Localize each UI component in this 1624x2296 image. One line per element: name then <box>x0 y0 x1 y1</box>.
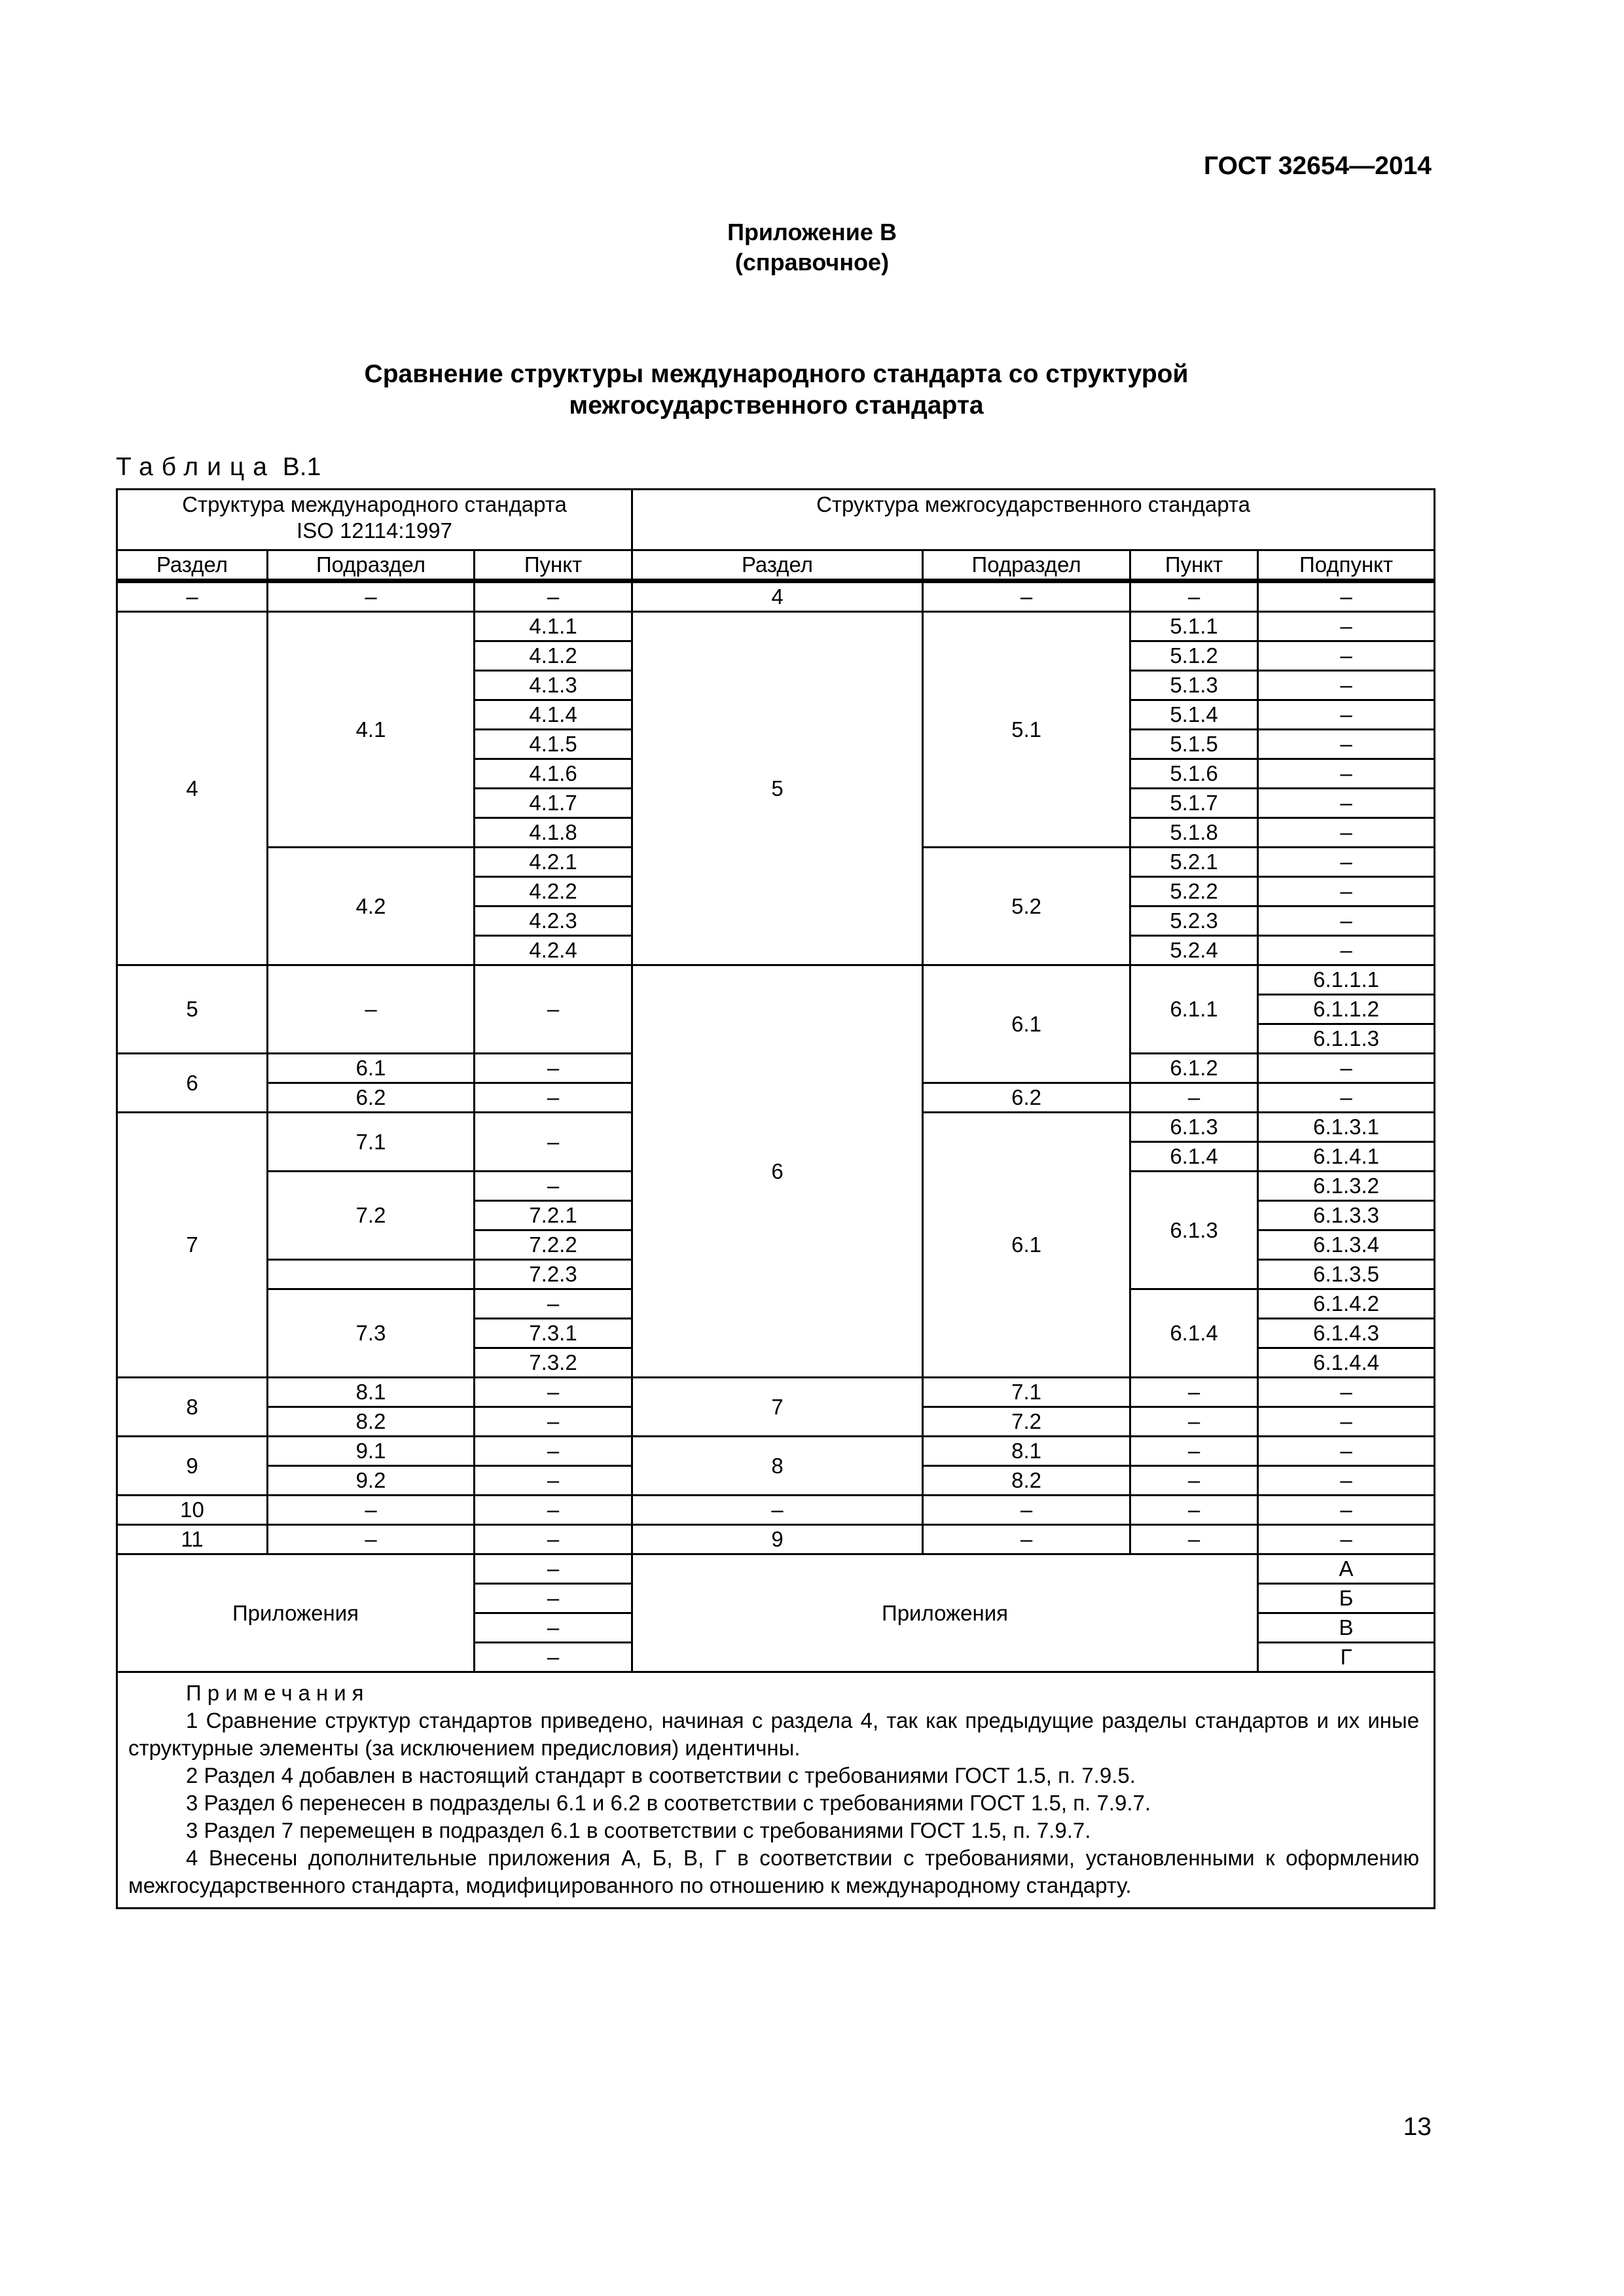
col-header-podpunkt: Подпункт <box>1258 550 1435 581</box>
col-header-razdel-2: Раздел <box>632 550 923 581</box>
table-cell: 7 <box>632 1378 923 1437</box>
table-cell: 6.1.1.2 <box>1258 995 1435 1024</box>
table-cell: 6.1.3 <box>1130 1113 1258 1142</box>
table-row <box>117 1496 1435 1525</box>
table-cell: 8.2 <box>923 1466 1130 1496</box>
table-cell: 5.1.4 <box>1130 700 1258 730</box>
interstate-structure-header: Структура межгосударственного стандарта <box>632 490 1435 550</box>
table-cell: – <box>268 1525 475 1554</box>
appendix-label: Приложение В <box>727 219 897 245</box>
table-cell: 4.2.1 <box>475 848 632 877</box>
appendix-heading <box>0 217 1624 278</box>
table-cell: 6.1.2 <box>1130 1054 1258 1083</box>
table-cell: – <box>475 1289 632 1319</box>
table-cell: – <box>475 965 632 1054</box>
table-cell: – <box>1258 906 1435 936</box>
table-cell: 6.1.4.2 <box>1258 1289 1435 1319</box>
note-3b: 3 Раздел 7 перемещен в подраздел 6.1 в соответствии с требованиями ГОСТ 1.5, п. 7.9.7. <box>186 1818 1091 1842</box>
table-cell: 6.2 <box>923 1083 1130 1113</box>
table-cell: – <box>475 1643 632 1672</box>
table-cell: 5.1 <box>923 612 1130 848</box>
col-header-razdel: Раздел <box>117 550 268 581</box>
table-cell: – <box>475 1525 632 1554</box>
table-cell: 7.2 <box>923 1407 1130 1437</box>
table-cell: – <box>1258 1054 1435 1083</box>
table-cell: 4.2.2 <box>475 877 632 906</box>
table-cell: – <box>1258 1083 1435 1113</box>
table-cell: 6.1.3.3 <box>1258 1201 1435 1230</box>
table-cell: 4.1.1 <box>475 612 632 641</box>
table-cell: 5.1.2 <box>1130 641 1258 671</box>
table-cell: 6.1.3.5 <box>1258 1260 1435 1289</box>
table-cell: 4.1.3 <box>475 671 632 700</box>
table-cell: 8.2 <box>268 1407 475 1437</box>
table-cell: – <box>475 1496 632 1525</box>
table-cell: 5 <box>117 965 268 1054</box>
table-cell: – <box>1130 1466 1258 1496</box>
table-cell: 7.1 <box>268 1113 475 1172</box>
appendix-type: (справочное) <box>734 249 890 276</box>
table-cell: 7.2.1 <box>475 1201 632 1230</box>
table-cell: – <box>475 1172 632 1201</box>
appendix-letter: Г <box>1258 1643 1435 1672</box>
col-header-podrazdel: Подраздел <box>268 550 475 581</box>
page-number: 13 <box>1403 2113 1432 2141</box>
table-cell: 7.2 <box>268 1172 475 1260</box>
table-cell: 6.1.1 <box>1130 965 1258 1054</box>
table-cell: – <box>1258 581 1435 612</box>
note-4: 4 Внесены дополнительные приложения А, Б, В, Г в соответствии с требованиями, установленными к оформлению межгосударственного стандарта, модифицированного по отношению к международному стандарту. <box>128 1846 1420 1897</box>
table-cell: 7.3.2 <box>475 1348 632 1378</box>
col-header-punkt-2: Пункт <box>1130 550 1258 581</box>
table-cell: 6.1.3.4 <box>1258 1230 1435 1260</box>
table-cell: 10 <box>117 1496 268 1525</box>
table-cell: 7 <box>117 1113 268 1378</box>
intl-header-line-2: ISO 12114:1997 <box>297 518 452 543</box>
table-cell: – <box>1258 1407 1435 1437</box>
table-cell: – <box>268 581 475 612</box>
table-row <box>117 1437 1435 1466</box>
table-cell: 6.1.4.3 <box>1258 1319 1435 1348</box>
table-cell: – <box>475 581 632 612</box>
table-cell: 5.2.2 <box>1130 877 1258 906</box>
table-cell: – <box>475 1378 632 1407</box>
appendices-cell-intl: Приложения <box>117 1554 475 1672</box>
table-cell: – <box>475 1554 632 1584</box>
table-cell: 6 <box>632 965 923 1378</box>
notes-row <box>117 1672 1435 1909</box>
table-cell: 5.2 <box>923 848 1130 965</box>
table-cell: 6.1 <box>923 1113 1130 1378</box>
table-cell: 8.1 <box>923 1437 1130 1466</box>
table-cell: – <box>1258 671 1435 700</box>
table-cell: 4.1.6 <box>475 759 632 789</box>
table-cell: 8 <box>632 1437 923 1496</box>
table-cell: 5.1.6 <box>1130 759 1258 789</box>
table-cell: – <box>1130 1437 1258 1466</box>
table-cell: – <box>1258 1378 1435 1407</box>
table-cell: – <box>475 1083 632 1113</box>
table-cell: – <box>1258 700 1435 730</box>
table-cell: – <box>1130 1525 1258 1554</box>
table-cell: – <box>1258 730 1435 759</box>
table-cell: 4 <box>117 612 268 965</box>
table-cell: – <box>475 1466 632 1496</box>
table-cell: – <box>1130 1496 1258 1525</box>
intl-header-line-1: Структура международного стандарта <box>182 492 567 516</box>
table-cell: 7.2.3 <box>475 1260 632 1289</box>
table-caption <box>116 453 321 482</box>
table-caption-word: Таблица <box>116 453 276 481</box>
appendix-letter: Б <box>1258 1584 1435 1613</box>
table-cell: 8.1 <box>268 1378 475 1407</box>
table-row <box>117 581 1435 612</box>
table-cell: 7.3 <box>268 1289 475 1378</box>
document-title <box>0 359 1553 422</box>
table-cell: – <box>1258 612 1435 641</box>
table-cell: 5.2.3 <box>1130 906 1258 936</box>
table-cell: 9 <box>632 1525 923 1554</box>
table-row <box>117 1378 1435 1407</box>
comparison-table <box>116 488 1435 1909</box>
table-cell: – <box>1258 936 1435 965</box>
table-row <box>117 1554 1435 1584</box>
table-cell: 6.1.4 <box>1130 1289 1258 1378</box>
table-cell: – <box>1130 1378 1258 1407</box>
table-cell: – <box>1258 877 1435 906</box>
table-cell: – <box>475 1584 632 1613</box>
title-line-1: Сравнение структуры международного стандарта со структурой <box>364 360 1189 388</box>
table-cell: 4.1.2 <box>475 641 632 671</box>
table-cell: – <box>1258 759 1435 789</box>
table-caption-number: В.1 <box>282 453 321 481</box>
table-cell: 4 <box>632 581 923 612</box>
appendices-cell-interstate: Приложения <box>632 1554 1258 1672</box>
table-cell: 4.1.5 <box>475 730 632 759</box>
table-cell: – <box>1258 1437 1435 1466</box>
table-cell: 6.1.4.4 <box>1258 1348 1435 1378</box>
table-cell: – <box>117 581 268 612</box>
table-cell: 4.1 <box>268 612 475 848</box>
table-cell: – <box>1258 848 1435 877</box>
table-cell: – <box>475 1437 632 1466</box>
table-cell: – <box>1130 581 1258 612</box>
table-cell: 5.2.4 <box>1130 936 1258 965</box>
table-cell: 6.1.1.3 <box>1258 1024 1435 1054</box>
table-cell: – <box>268 965 475 1054</box>
table-cell: – <box>923 581 1130 612</box>
table-cell: 4.1.7 <box>475 789 632 818</box>
table-cell: 6.1.4 <box>1130 1142 1258 1172</box>
table-cell: – <box>1258 1525 1435 1554</box>
appendix-letter: В <box>1258 1613 1435 1643</box>
notes-heading-text: Примечания <box>186 1681 370 1705</box>
table-header-row <box>117 490 1435 550</box>
table-cell: – <box>632 1496 923 1525</box>
standard-code: ГОСТ 32654—2014 <box>1204 152 1432 180</box>
table-cell: 5 <box>632 612 923 965</box>
table-cell: 6.2 <box>268 1083 475 1113</box>
table-cell: 5.1.8 <box>1130 818 1258 848</box>
table-cell: 5.1.7 <box>1130 789 1258 818</box>
table-cell: 4.2 <box>268 848 475 965</box>
table-cell: 5.1.3 <box>1130 671 1258 700</box>
table-cell: – <box>923 1496 1130 1525</box>
table-cell: 6.1.3.2 <box>1258 1172 1435 1201</box>
table-cell: 5.2.1 <box>1130 848 1258 877</box>
table-cell: 6.1.4.1 <box>1258 1142 1435 1172</box>
table-cell: 9.1 <box>268 1437 475 1466</box>
notes-cell <box>117 1672 1435 1909</box>
table-cell: 9 <box>117 1437 268 1496</box>
table-cell: 6.1.3.1 <box>1258 1113 1435 1142</box>
table-cell: – <box>475 1054 632 1083</box>
col-header-podrazdel-2: Подраздел <box>923 550 1130 581</box>
table-cell: – <box>268 1496 475 1525</box>
table-cell: 6 <box>117 1054 268 1113</box>
table-row <box>117 612 1435 641</box>
col-header-punkt: Пункт <box>475 550 632 581</box>
table-cell: – <box>1258 789 1435 818</box>
table-cell: – <box>475 1613 632 1643</box>
table-cell: 4.2.3 <box>475 906 632 936</box>
intl-structure-header <box>117 490 632 550</box>
table-row <box>117 965 1435 995</box>
table-cell: – <box>475 1407 632 1437</box>
table-cell: 4.1.4 <box>475 700 632 730</box>
table-cell: 6.1 <box>923 965 1130 1083</box>
title-line-2: межгосударственного стандарта <box>569 391 984 420</box>
table-cell: 4.1.8 <box>475 818 632 848</box>
table-cell: – <box>1258 1496 1435 1525</box>
table-cell: – <box>1258 818 1435 848</box>
table-cell: 8 <box>117 1378 268 1437</box>
table-cell: 7.2.2 <box>475 1230 632 1260</box>
note-2: 2 Раздел 4 добавлен в настоящий стандарт в соответствии с требованиями ГОСТ 1.5, п. 7.9.5. <box>186 1763 1136 1787</box>
table-column-header-row <box>117 550 1435 581</box>
table-cell: 5.1.5 <box>1130 730 1258 759</box>
table-cell: – <box>923 1525 1130 1554</box>
appendix-letter: А <box>1258 1554 1435 1584</box>
table-cell: – <box>475 1113 632 1172</box>
table-cell: 6.1 <box>268 1054 475 1083</box>
table-cell: 11 <box>117 1525 268 1554</box>
table-cell: 6.1.3 <box>1130 1172 1258 1289</box>
table-cell: 7.1 <box>923 1378 1130 1407</box>
note-3: 3 Раздел 6 перенесен в подразделы 6.1 и 6.2 в соответствии с требованиями ГОСТ 1.5, п. 7.9.7. <box>186 1791 1151 1815</box>
table-cell <box>268 1260 475 1289</box>
table-row <box>117 1525 1435 1554</box>
table-cell: 5.1.1 <box>1130 612 1258 641</box>
table-cell: 6.1.1.1 <box>1258 965 1435 995</box>
table-cell: – <box>1130 1407 1258 1437</box>
table-cell: – <box>1258 1466 1435 1496</box>
table-cell: 4.2.4 <box>475 936 632 965</box>
table-cell: 7.3.1 <box>475 1319 632 1348</box>
notes-heading <box>128 1679 1419 1707</box>
table-cell: 9.2 <box>268 1466 475 1496</box>
table-cell: – <box>1130 1083 1258 1113</box>
note-1: 1 Сравнение структур стандартов приведено, начиная с раздела 4, так как предыдущие разделы стандартов и их иные структурные элементы (за исключением предисловия) идентичны. <box>128 1708 1420 1760</box>
table-cell: – <box>1258 641 1435 671</box>
